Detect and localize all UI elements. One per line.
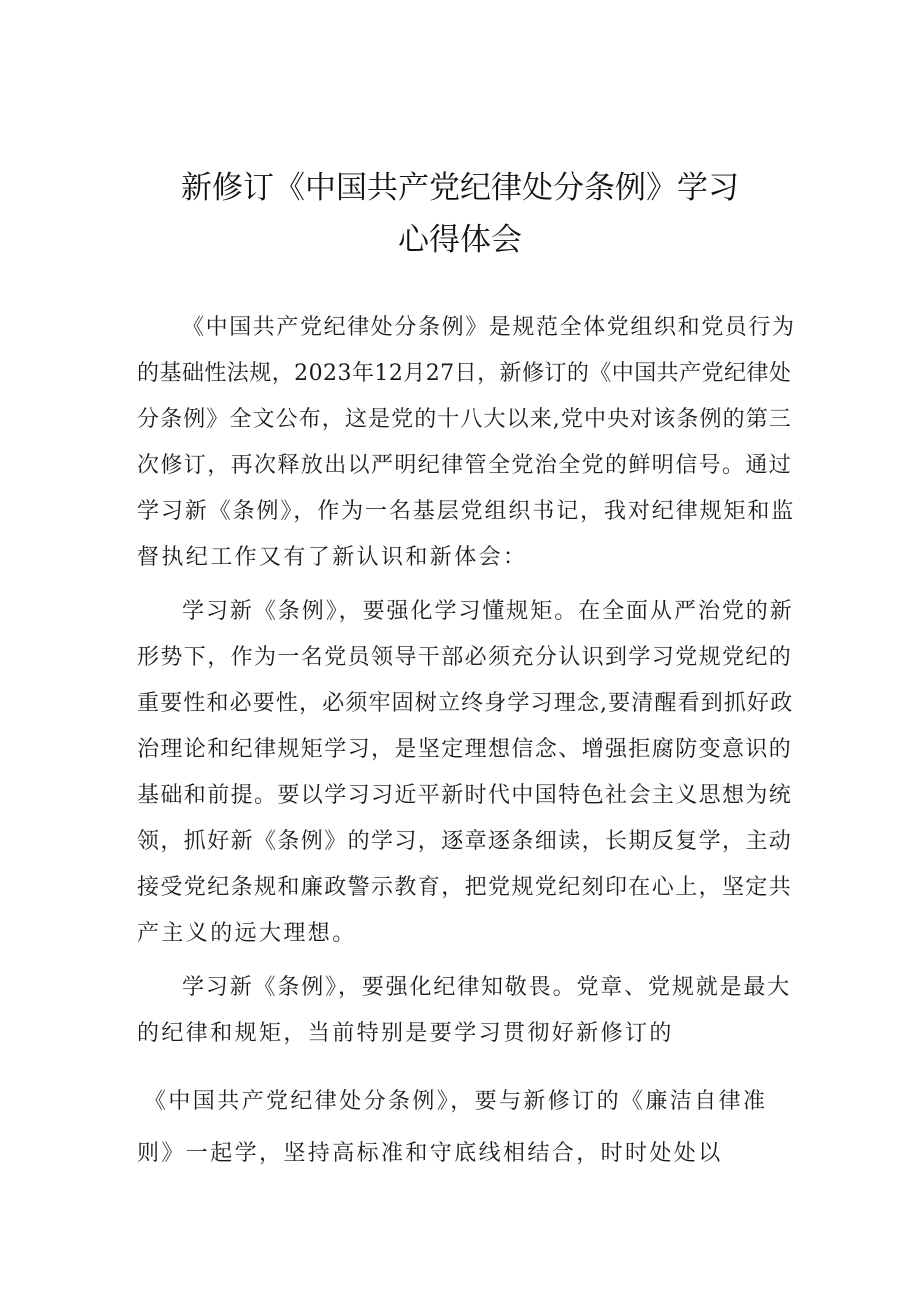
body-line-15: 学习新《条例》，要强化纪律知敬畏。党章、党规就是最大 [182, 975, 792, 1000]
body-line-14: 产主义的远大理想。 [137, 921, 357, 946]
body-line-2: 的基础性法规，2023年12月27日，新修订的《中国共产党纪律处 [137, 361, 792, 386]
body-line-5: 学习新《条例》，作为一名基层党组织书记，我对纪律规矩和监 [137, 499, 796, 524]
body-line-8: 形势下，作为一名党员领导干部必须充分认识到学习党规党纪的 [137, 645, 793, 670]
body-line-3: 分条例》全文公布，这是党的十八大以来,党中央对该条例的第三 [137, 407, 792, 432]
body-line-13: 接受党纪条规和廉政警示教育，把党规党纪刻印在心上，坚定共 [137, 875, 793, 900]
body-line-4: 次修订，再次释放出以严明纪律管全党治全党的鲜明信号。通过 [137, 453, 793, 478]
body-line-16: 的纪律和规矩，当前特别是要学习贯彻好新修订的 [137, 1021, 674, 1046]
body-line-1: 《中国共产党纪律处分条例》是规范全体党组织和党员行为 [182, 315, 796, 340]
body-line-12: 领，抓好新《条例》的学习，逐章逐条细读，长期反复学，主动 [137, 829, 793, 854]
body-line-7: 学习新《条例》，要强化学习懂规矩。在全面从严治党的新 [182, 599, 794, 624]
body-line-11: 基础和前提。要以学习习近平新时代中国特色社会主义思想为统 [137, 783, 793, 808]
body-line-17: 《中国共产党纪律处分条例》，要与新修订的《廉洁自律准 [144, 1089, 768, 1114]
body-line-10: 治理论和纪律规矩学习，是坚定理想信念、增强拒腐防变意识的 [137, 737, 793, 762]
body-line-9: 重要性和必要性，必须牢固树立终身学习理念,要清醒看到抓好政 [137, 691, 794, 716]
body-line-6: 督执纪工作又有了新认识和新体会： [137, 545, 528, 570]
document-title-line-2: 心得体会 [398, 222, 522, 258]
document-title-line-1: 新修订《中国共产党纪律处分条例》学习 [181, 170, 739, 206]
body-line-18: 则》一起学，坚持高标准和守底线相结合，时时处处以 [137, 1141, 723, 1166]
